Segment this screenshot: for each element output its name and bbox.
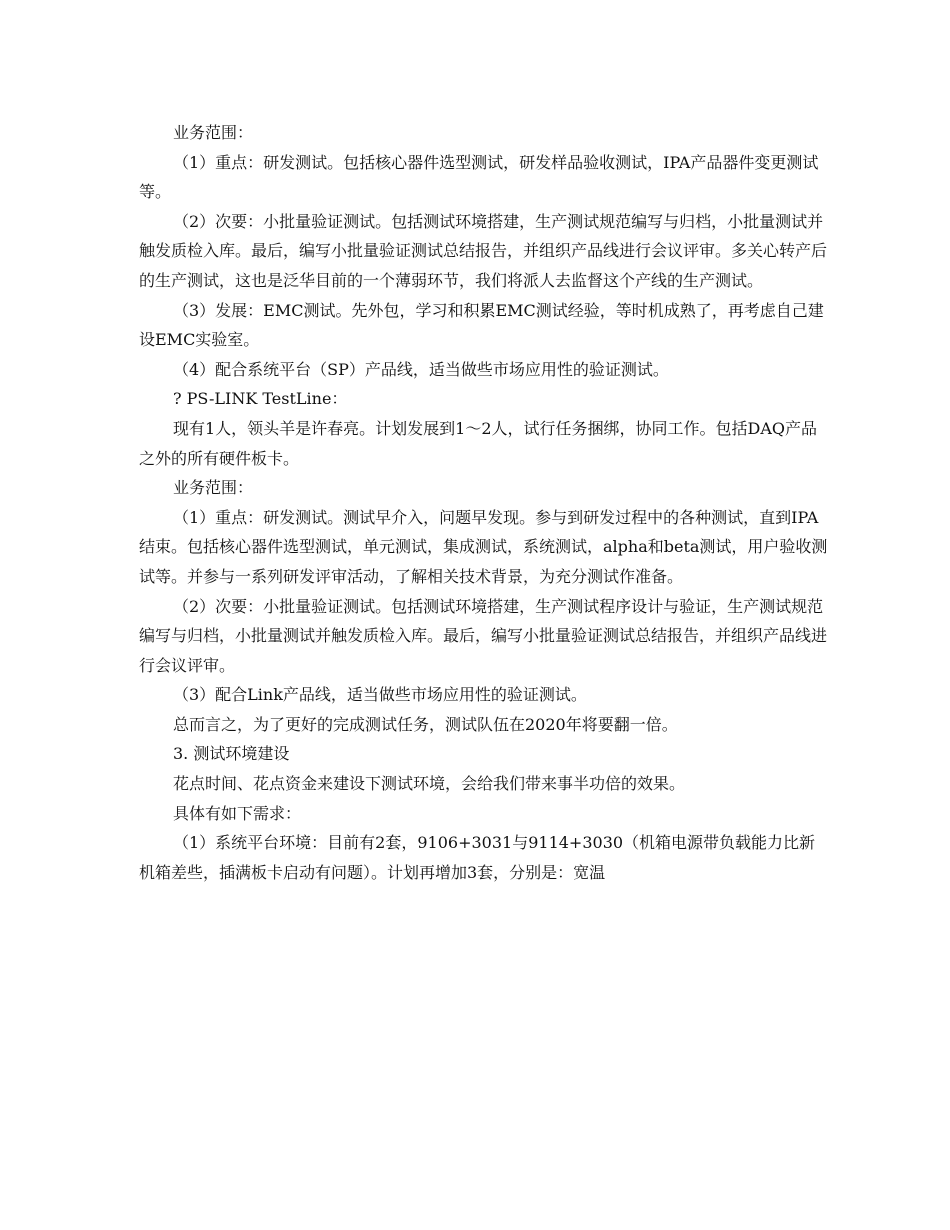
paragraph: （1）重点：研发测试。测试早介入，问题早发现。参与到研发过程中的各种测试，直到IPA结束。包括核心器件选型测试，单元测试，集成测试，系统测试，alpha和beta测试，用户验收测试等。并参与一系列研发评审活动，了解相关技术背景，为充分测试作准备。 [139, 507, 828, 586]
paragraph: 花点时间、花点资金来建设下测试环境，会给我们带来事半功倍的效果。 [173, 774, 686, 794]
paragraph: （1）系统平台环境：目前有2套，9106+3031与9114+3030（机箱电源带负载能力比新机箱差些，插满板卡启动有问题）。计划再增加3套，分别是：宽温 [139, 833, 816, 882]
paragraph: （1）重点：研发测试。包括核心器件选型测试，研发样品验收测试，IPA产品器件变更测试等。 [139, 152, 819, 202]
paragraph: 业务范围： [173, 478, 254, 498]
paragraph: 具体有如下需求： [173, 803, 302, 823]
paragraph: （3）发展：EMC测试。先外包，学习和积累EMC测试经验，等时机成熟了，再考虑自己建设EMC实验室。 [139, 300, 824, 350]
paragraph: （2）次要：小批量验证测试。包括测试环境搭建，生产测试程序设计与验证，生产测试规范编写与归档，小批量测试并触发质检入库。最后，编写小批量验证测试总结报告，并组织产品线进行会议评审。 [139, 596, 828, 675]
paragraph: 总而言之，为了更好的完成测试任务，测试队伍在2020年将要翻一倍。 [173, 714, 678, 734]
paragraph: （2）次要：小批量验证测试。包括测试环境搭建，生产测试规范编写与归档，小批量测试并触发质检入库。最后，编写小批量验证测试总结报告，并组织产品线进行会议评审。多关心转产后的生产测试，这也是泛华目前的一个薄弱环节，我们将派人去监督这个产线的生产测试。 [139, 211, 828, 290]
paragraph: （3）配合Link产品线，适当做些市场应用性的验证测试。 [173, 685, 587, 705]
paragraph: 业务范围： [173, 123, 254, 142]
section-heading: 3. 测试环境建设 [173, 744, 290, 764]
paragraph: （4）配合系统平台（SP）产品线，适当做些市场应用性的验证测试。 [173, 359, 669, 379]
document-body [139, 118, 829, 887]
paragraph: 现有1人，领头羊是许春亮。计划发展到1～2人，试行任务捆绑，协同工作。包括DAQ产品之外的所有硬件板卡。 [139, 418, 818, 468]
section-heading: ? PS-LINK TestLine： [173, 389, 348, 409]
